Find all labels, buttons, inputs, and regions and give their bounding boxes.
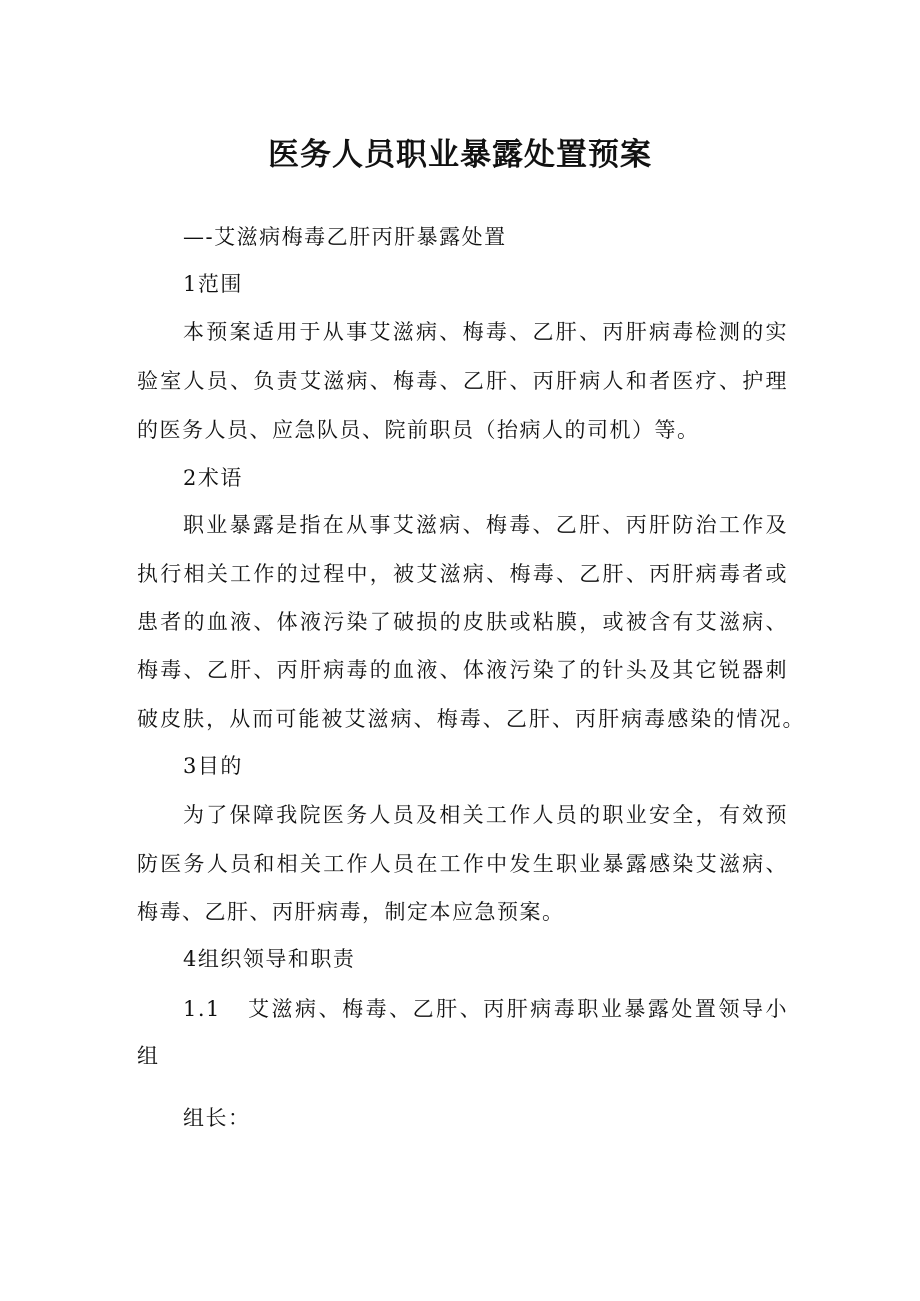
document-title: 医务人员职业暴露处置预案 — [268, 137, 652, 173]
section-1-paragraph-line: 的医务人员、应急队员、院前职员（抬病人的司机）等。 — [137, 418, 700, 442]
section-1-heading: 1范围 — [183, 272, 243, 296]
leader-label: 组长： — [183, 1106, 251, 1130]
subsection-title-line: 艾滋病、梅毒、乙肝、丙肝病毒职业暴露处置领导小 — [248, 997, 788, 1021]
section-1-paragraph-line: 本预案适用于从事艾滋病、梅毒、乙肝、丙肝病毒检测的实 — [183, 320, 788, 344]
section-2-paragraph-line: 执行相关工作的过程中，被艾滋病、梅毒、乙肝、丙肝病毒者或 — [137, 562, 788, 586]
section-2-paragraph-line: 职业暴露是指在从事艾滋病、梅毒、乙肝、丙肝防治工作及 — [183, 513, 788, 537]
section-2-paragraph-line: 梅毒、乙肝、丙肝病毒的血液、体液污染了的针头及其它锐器刺 — [137, 658, 788, 682]
subsection-number: 1.1 — [183, 997, 221, 1021]
section-3-paragraph-line: 梅毒、乙肝、丙肝病毒，制定本应急预案。 — [137, 900, 565, 924]
section-2-heading: 2术语 — [183, 466, 243, 490]
subsection-title-line: 组 — [137, 1044, 160, 1068]
section-4-heading: 4组织领导和职责 — [183, 947, 356, 971]
section-2-paragraph-line: 患者的血液、体液污染了破损的皮肤或粘膜，或被含有艾滋病、 — [137, 610, 788, 634]
section-3-heading: 3目的 — [183, 754, 243, 778]
section-3-paragraph-line: 为了保障我院医务人员及相关工作人员的职业安全，有效预 — [183, 803, 788, 827]
section-3-paragraph-line: 防医务人员和相关工作人员在工作中发生职业暴露感染艾滋病、 — [137, 852, 788, 876]
section-1-paragraph-line: 验室人员、负责艾滋病、梅毒、乙肝、丙肝病人和者医疗、护理 — [137, 369, 788, 393]
document-subtitle: —-艾滋病梅毒乙肝丙肝暴露处置 — [183, 225, 507, 249]
section-2-paragraph-line: 破皮肤，从而可能被艾滋病、梅毒、乙肝、丙肝病毒感染的情况。 — [137, 707, 805, 731]
